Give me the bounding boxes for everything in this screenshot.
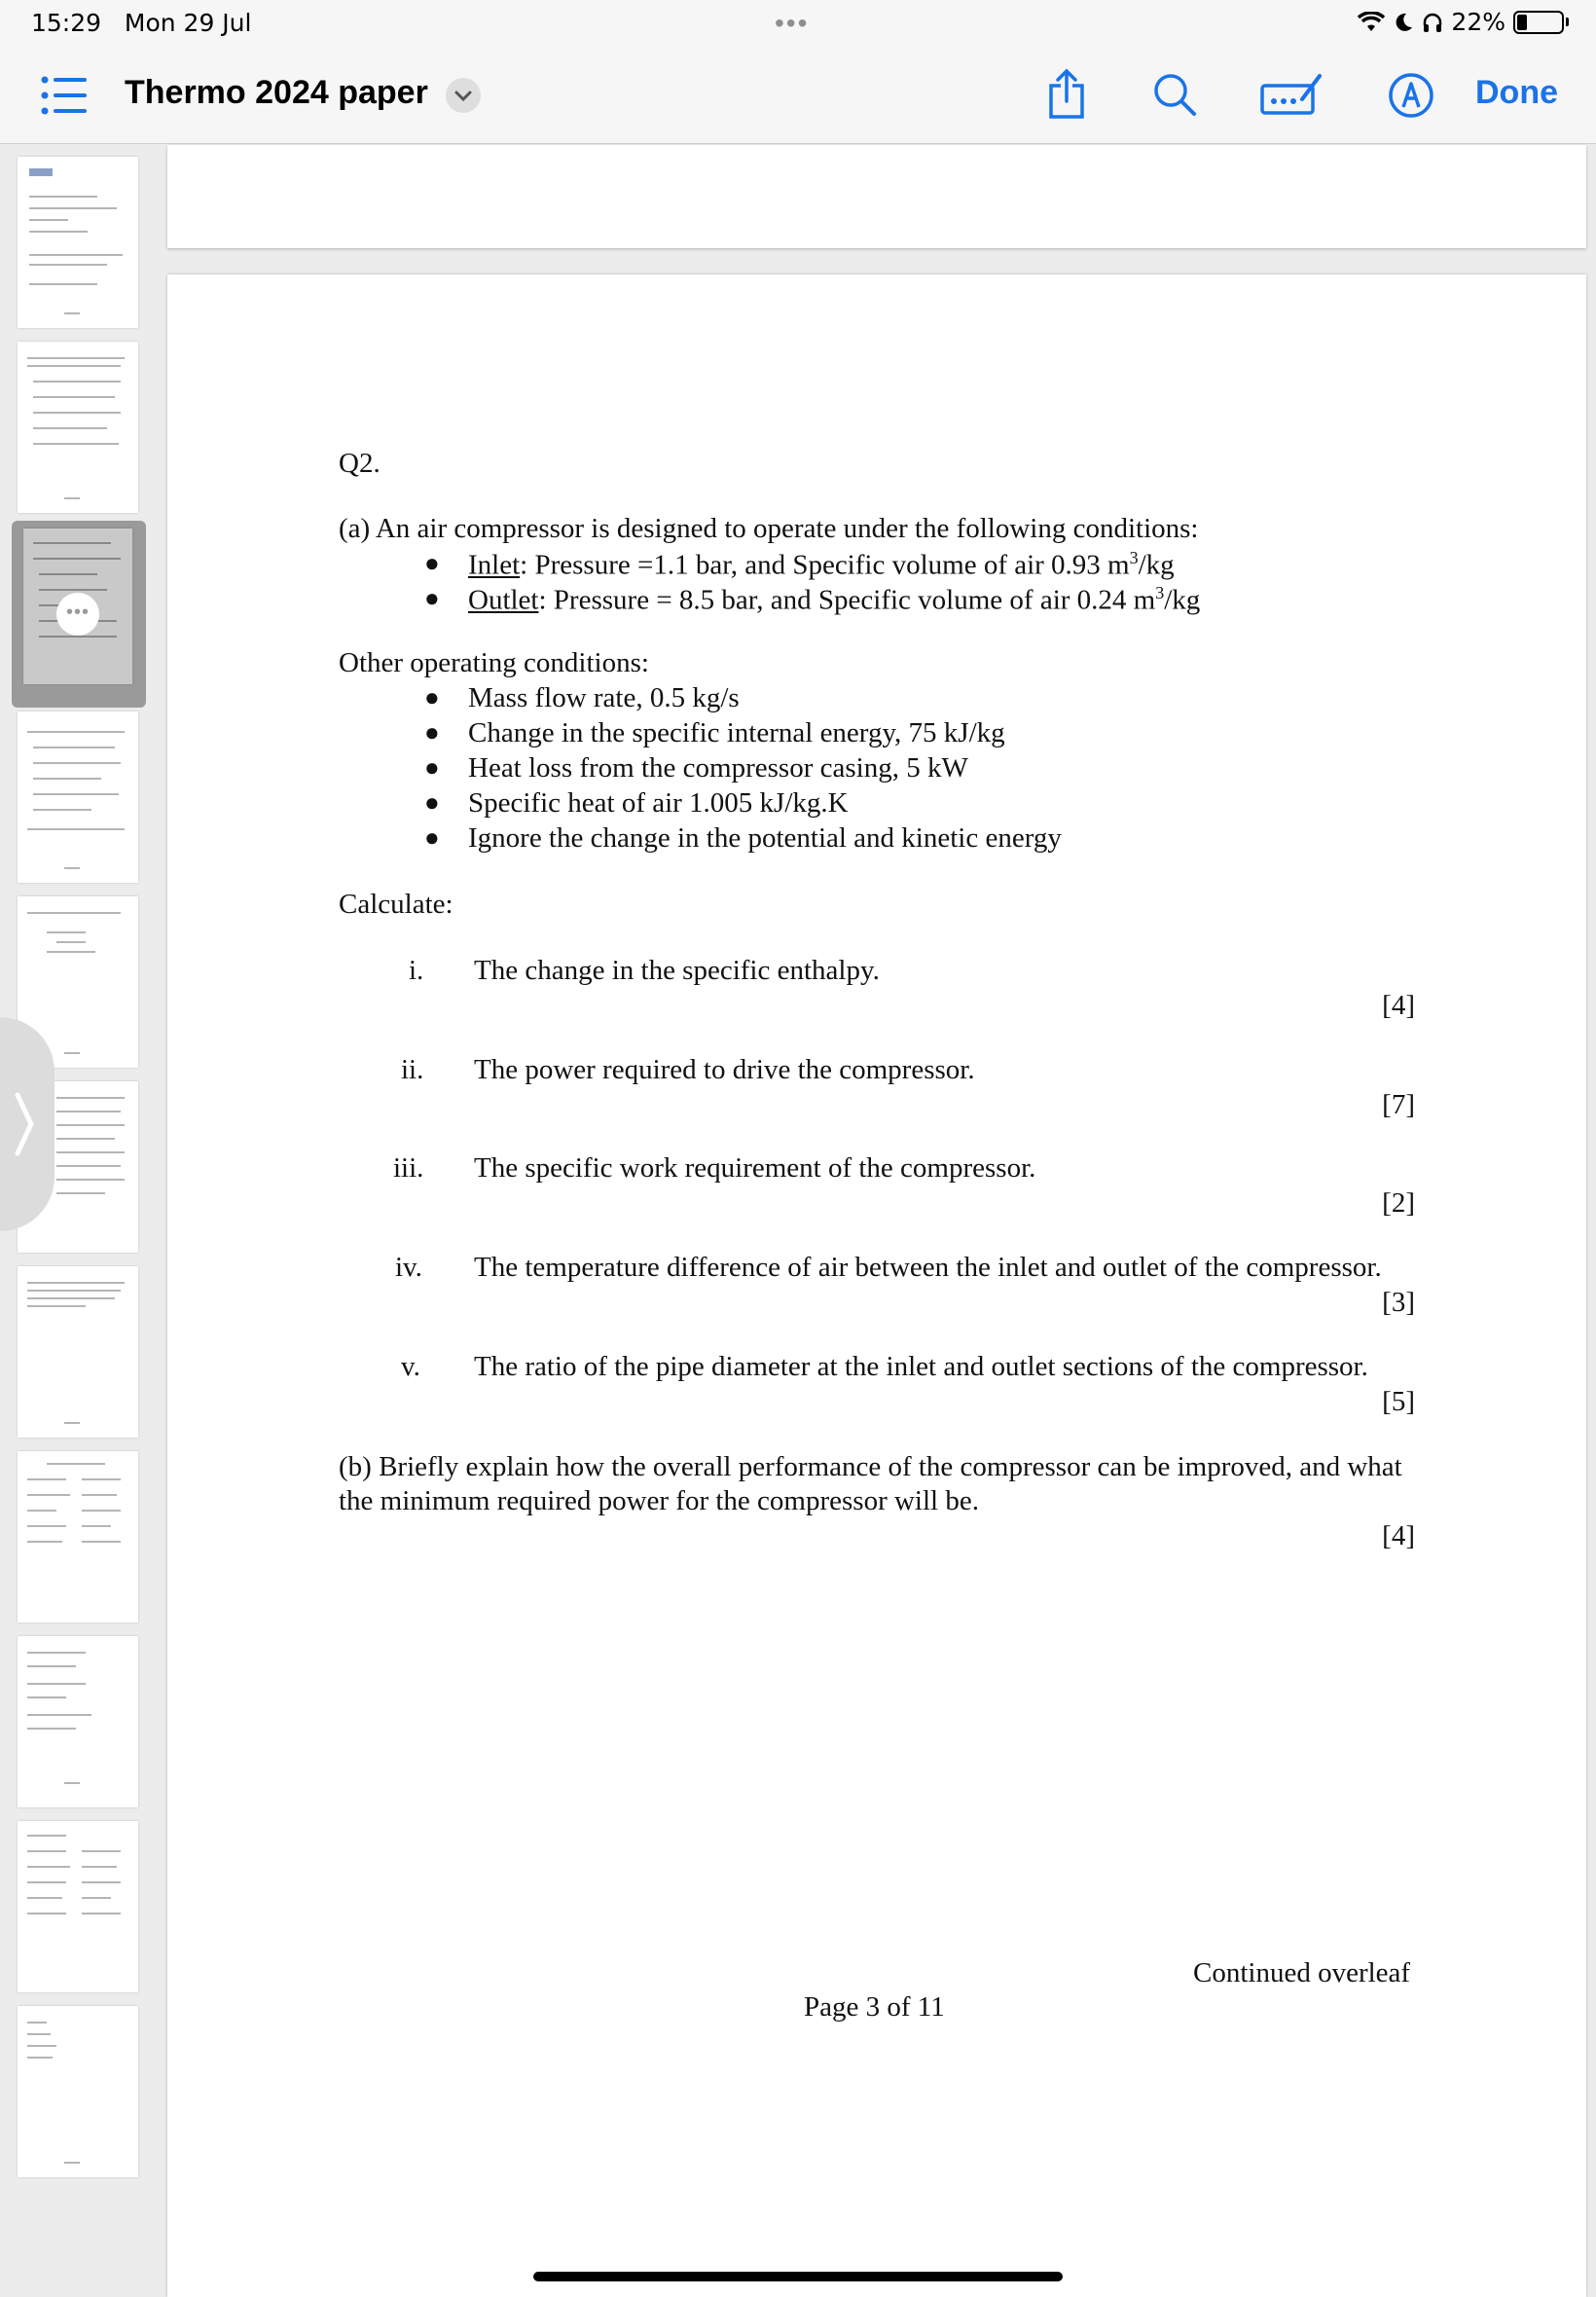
search-icon[interactable] <box>1152 72 1197 117</box>
page-thumbnail[interactable] <box>18 342 138 513</box>
item-mark: [2] <box>1382 1187 1415 1219</box>
status-bar <box>0 0 1596 47</box>
part-b-line-2: the minimum required power for the compressor will be. <box>339 1485 979 1516</box>
item-number: iv. <box>395 1252 422 1283</box>
inlet-condition: Inlet: Pressure =1.1 bar, and Specific volume of air 0.93 $m^3/kg$ <box>468 548 1175 581</box>
pdf-page <box>167 274 1586 2297</box>
question-number: Q2. <box>339 448 381 479</box>
multitasking-dots-icon[interactable]: ••• <box>775 8 810 38</box>
title-menu-button[interactable] <box>446 78 481 113</box>
wifi-icon <box>1358 12 1385 33</box>
status-indicators <box>1358 8 1569 36</box>
do-not-disturb-moon-icon <box>1393 12 1414 33</box>
bullet: ● <box>424 584 440 612</box>
condition-item: Specific heat of air 1.005 kJ/kg.K <box>468 787 849 819</box>
chevron-down-icon <box>446 78 481 113</box>
markup-icon[interactable] <box>1388 72 1434 119</box>
page-thumbnail[interactable] <box>18 1821 138 1992</box>
item-mark: [3] <box>1382 1287 1415 1318</box>
calculate-heading: Calculate: <box>339 889 453 920</box>
item-number: ii. <box>401 1054 424 1085</box>
item-text: The power required to drive the compressor. <box>474 1054 975 1085</box>
part-a-intro: (a) An air compressor is designed to operate under the following conditions: <box>339 513 1199 544</box>
item-mark: [5] <box>1382 1386 1415 1417</box>
bullet: ● <box>424 718 440 747</box>
thumbnail-options-icon[interactable]: ••• <box>56 593 99 636</box>
continued-overleaf: Continued overleaf <box>1193 1957 1411 1988</box>
bullet: ● <box>424 683 440 711</box>
bullet: ● <box>424 549 440 577</box>
part-b-line-1: (b) Briefly explain how the overall performance of the compressor can be improved, and what <box>339 1451 1402 1482</box>
share-icon[interactable] <box>1047 68 1086 119</box>
condition-item: Change in the specific internal energy, 75 kJ/kg <box>468 717 1005 748</box>
item-text: The ratio of the pipe diameter at the inlet and outlet sections of the compressor. <box>474 1351 1368 1382</box>
battery-level <box>1517 15 1527 30</box>
home-indicator[interactable] <box>533 2272 1063 2281</box>
bullet: ● <box>424 753 440 782</box>
bullet: ● <box>424 823 440 852</box>
headphones-icon <box>1422 12 1443 33</box>
page-thumbnail[interactable] <box>18 1451 138 1622</box>
condition-item: Mass flow rate, 0.5 kg/s <box>468 682 740 713</box>
item-number: iii. <box>393 1152 424 1184</box>
other-conditions-heading: Other operating conditions: <box>339 647 649 678</box>
page-thumbnail[interactable] <box>18 1266 138 1438</box>
bullet: ● <box>424 788 440 817</box>
item-number: i. <box>409 955 424 986</box>
condition-item: Heat loss from the compressor casing, 5 kW <box>468 752 968 784</box>
page-thumbnail[interactable] <box>18 1636 138 1807</box>
status-time: 15:29 Mon 29 Jul <box>31 9 252 37</box>
item-mark: [7] <box>1382 1089 1415 1120</box>
part-b-mark: [4] <box>1382 1520 1415 1551</box>
battery-nub <box>1566 18 1569 26</box>
condition-item: Ignore the change in the potential and kinetic energy <box>468 822 1062 854</box>
document-toolbar <box>0 47 1596 144</box>
battery-percent: 22% <box>1451 8 1505 36</box>
previous-page <box>167 145 1586 248</box>
outlet-condition: Outlet: Pressure = 8.5 bar, and Specific volume of air 0.24 $m^3/kg$ <box>468 583 1201 616</box>
page-thumbnail[interactable] <box>18 711 138 883</box>
annotate-icon[interactable] <box>1259 72 1324 117</box>
item-mark: [4] <box>1382 990 1415 1021</box>
chevron-right-icon <box>0 1017 54 1231</box>
done-button[interactable]: Done <box>1475 74 1558 111</box>
battery-icon <box>1513 11 1564 34</box>
page-thumbnail[interactable] <box>18 2006 138 2177</box>
item-text: The temperature difference of air between the inlet and outlet of the compressor. <box>474 1252 1382 1283</box>
document-title[interactable]: Thermo 2024 paper <box>125 74 428 111</box>
list-icon[interactable] <box>41 74 88 117</box>
item-number: v. <box>401 1351 420 1382</box>
item-text: The specific work requirement of the compressor. <box>474 1152 1036 1184</box>
page-thumbnail[interactable] <box>18 157 138 328</box>
sidebar-collapse-handle[interactable] <box>0 1017 54 1231</box>
item-text: The change in the specific enthalpy. <box>474 955 880 986</box>
page-number-label: Page 3 of 11 <box>804 1991 945 2023</box>
